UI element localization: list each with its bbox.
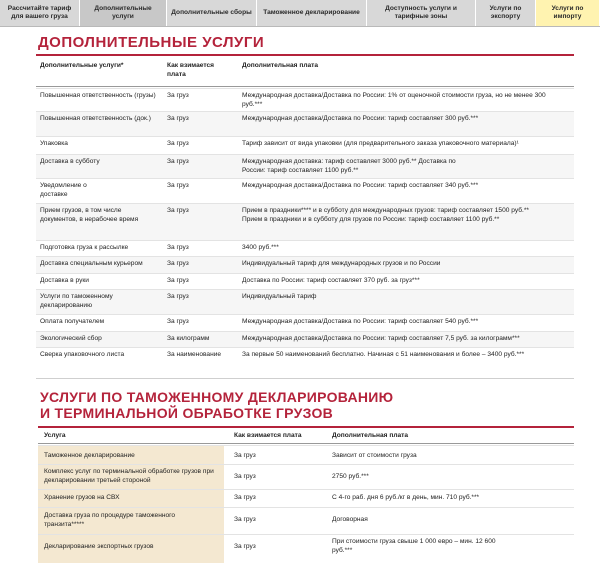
how-cell: За груз — [167, 277, 189, 284]
section-title-customs-line2: И ТЕРМИНАЛЬНОЙ ОБРАБОТКЕ ГРУЗОВ — [40, 405, 334, 421]
table-row — [38, 489, 574, 507]
service-cell: Экологический сбор — [40, 335, 102, 342]
tab-import-services[interactable]: Услуги по импорту — [536, 0, 600, 26]
table-row — [36, 154, 574, 178]
table-row — [38, 445, 574, 464]
fee-cell: Индивидуальный тариф — [242, 293, 317, 300]
how-cell: За груз — [234, 494, 256, 501]
table-row — [36, 111, 574, 136]
table-row — [36, 240, 574, 256]
table-row — [38, 507, 574, 534]
service-cell: Повышенная ответственность (док.) — [40, 115, 151, 122]
service-cell: Доставка груза по процедуре таможенного транзита***** — [44, 512, 176, 528]
fee-cell: Индивидуальный тариф для международных грузов и по России — [242, 260, 441, 267]
service-cell: Подготовка груза к рассылке — [40, 244, 129, 251]
how-cell: За груз — [167, 318, 189, 325]
fee-cell: Международная доставка: тариф составляет 3000 руб.** Доставка по России: тариф составляет 1100 руб.** — [242, 158, 456, 174]
how-cell: За груз — [167, 158, 189, 165]
service-cell: Комплекс услуг по терминальной обработке грузов при декларировании третьей стороной — [44, 468, 214, 484]
fee-cell: Международная доставка/Доставка по России: 1% от оценочной стоимости груза, но не менее 300 руб.*** — [242, 92, 546, 108]
tab-customs-declaration[interactable]: Таможенное декларирование — [257, 0, 367, 26]
section-divider — [38, 426, 574, 428]
section-title-additional-services: ДОПОЛНИТЕЛЬНЫЕ УСЛУГИ — [38, 34, 265, 51]
service-cell: Уведомление о доставке — [40, 182, 87, 198]
how-cell: За груз — [167, 140, 189, 147]
how-cell: За груз — [167, 182, 189, 189]
fee-cell: Зависит от стоимости груза — [332, 452, 417, 459]
fee-cell: С 4-го раб. дня 6 руб./кг в день, мин. 710 руб.*** — [332, 494, 480, 501]
service-cell: Таможенное декларирование — [44, 452, 135, 459]
service-cell: Услуги по таможенному декларированию — [40, 293, 113, 309]
column-header-service: Дополнительные услуги* — [40, 62, 124, 69]
service-cell: Оплата получателем — [40, 318, 105, 325]
how-cell: За груз — [167, 293, 189, 300]
fee-cell: Доставка по России: тариф составляет 370 руб. за груз*** — [242, 277, 420, 284]
fee-cell: Международная доставка/Доставка по России: тариф составляет 540 руб.*** — [242, 318, 479, 325]
how-cell: За груз — [167, 260, 189, 267]
table-row — [36, 178, 574, 203]
service-cell: Доставка специальным курьером — [40, 260, 143, 267]
service-cell: Упаковка — [40, 140, 68, 147]
how-cell: За груз — [167, 92, 189, 99]
column-header-how: Как взимается плата — [234, 432, 302, 439]
section-title-customs-line1: УСЛУГИ ПО ТАМОЖЕННОМУ ДЕКЛАРИРОВАНИЮ — [40, 389, 394, 405]
header-divider — [38, 443, 574, 444]
fee-cell: При стоимости груза свыше 1 000 евро – мин. 12 600 руб.*** — [332, 538, 496, 554]
tab-bar — [0, 0, 600, 27]
service-cell: Доставка в субботу — [40, 158, 100, 165]
fee-cell: Международная доставка/Доставка по России: тариф составляет 340 руб.*** — [242, 182, 479, 189]
fee-cell: Договорная — [332, 516, 368, 523]
how-cell: За груз — [234, 452, 256, 459]
how-cell: За груз — [234, 543, 256, 550]
table-row — [36, 314, 574, 331]
column-header-fee: Дополнительная плата — [332, 432, 409, 439]
tab-export-services[interactable]: Услуги по экспорту — [476, 0, 536, 26]
how-cell: За груз — [234, 516, 256, 523]
fee-cell: 2750 руб.*** — [332, 473, 369, 480]
fee-cell: Международная доставка/Доставка по России: тариф составляет 7,5 руб. за килограмм*** — [242, 335, 520, 342]
tab-calculate-rate[interactable]: Рассчитайте тариф для вашего груза — [0, 0, 80, 26]
tab-additional-services[interactable]: Дополнительные услуги — [80, 0, 167, 26]
column-header-how: Как взимается плата — [167, 62, 214, 78]
table-row — [36, 331, 574, 347]
section-separator — [36, 378, 574, 379]
fee-cell: 3400 руб.*** — [242, 244, 279, 251]
table-row — [36, 273, 574, 289]
service-cell: Хранение грузов на СВХ — [44, 494, 120, 501]
table-row — [38, 534, 574, 563]
column-header-fee: Дополнительная плата — [242, 62, 319, 69]
table-row — [36, 347, 574, 372]
table-row — [36, 289, 574, 314]
how-cell: За килограмм — [167, 335, 210, 342]
fee-cell: За первые 50 наименований бесплатно. Начиная с 51 наименования и более – 3400 руб.*** — [242, 351, 525, 358]
service-cell: Декларирование экспортных грузов — [44, 543, 154, 550]
table-row — [36, 203, 574, 240]
header-divider — [36, 86, 574, 87]
column-header-service: Услуга — [44, 432, 66, 439]
service-cell: Повышенная ответственность (грузы) — [40, 92, 156, 99]
fee-cell: Прием в праздники**** и в субботу для международных грузов: тариф составляет 1500 руб.** Прием в праздники и в субботу для грузов по России: тариф составляет 1100 руб.** — [242, 207, 529, 223]
how-cell: За наименование — [167, 351, 222, 358]
table-row — [38, 464, 574, 489]
how-cell: За груз — [167, 115, 189, 122]
fee-cell: Международная доставка/Доставка по России: тариф составляет 300 руб.*** — [242, 115, 479, 122]
service-cell: Прием грузов, в том числе документов, в нерабочее время — [40, 207, 139, 223]
table-row — [36, 136, 574, 154]
tab-additional-fees[interactable]: Дополнительные сборы — [167, 0, 257, 26]
table-row — [36, 256, 574, 273]
how-cell: За груз — [167, 207, 189, 214]
section-divider — [36, 54, 574, 56]
tab-availability-zones[interactable]: Доступность услуги и тарифные зоны — [367, 0, 476, 26]
service-cell: Доставка в руки — [40, 277, 89, 284]
service-cell: Сверка упаковочного листа — [40, 351, 125, 358]
fee-cell: Тариф зависит от вида упаковки (для предварительного заказа упаковочного материала)¹ — [242, 140, 519, 147]
how-cell: За груз — [167, 244, 189, 251]
how-cell: За груз — [234, 473, 256, 480]
table-row — [36, 88, 574, 111]
